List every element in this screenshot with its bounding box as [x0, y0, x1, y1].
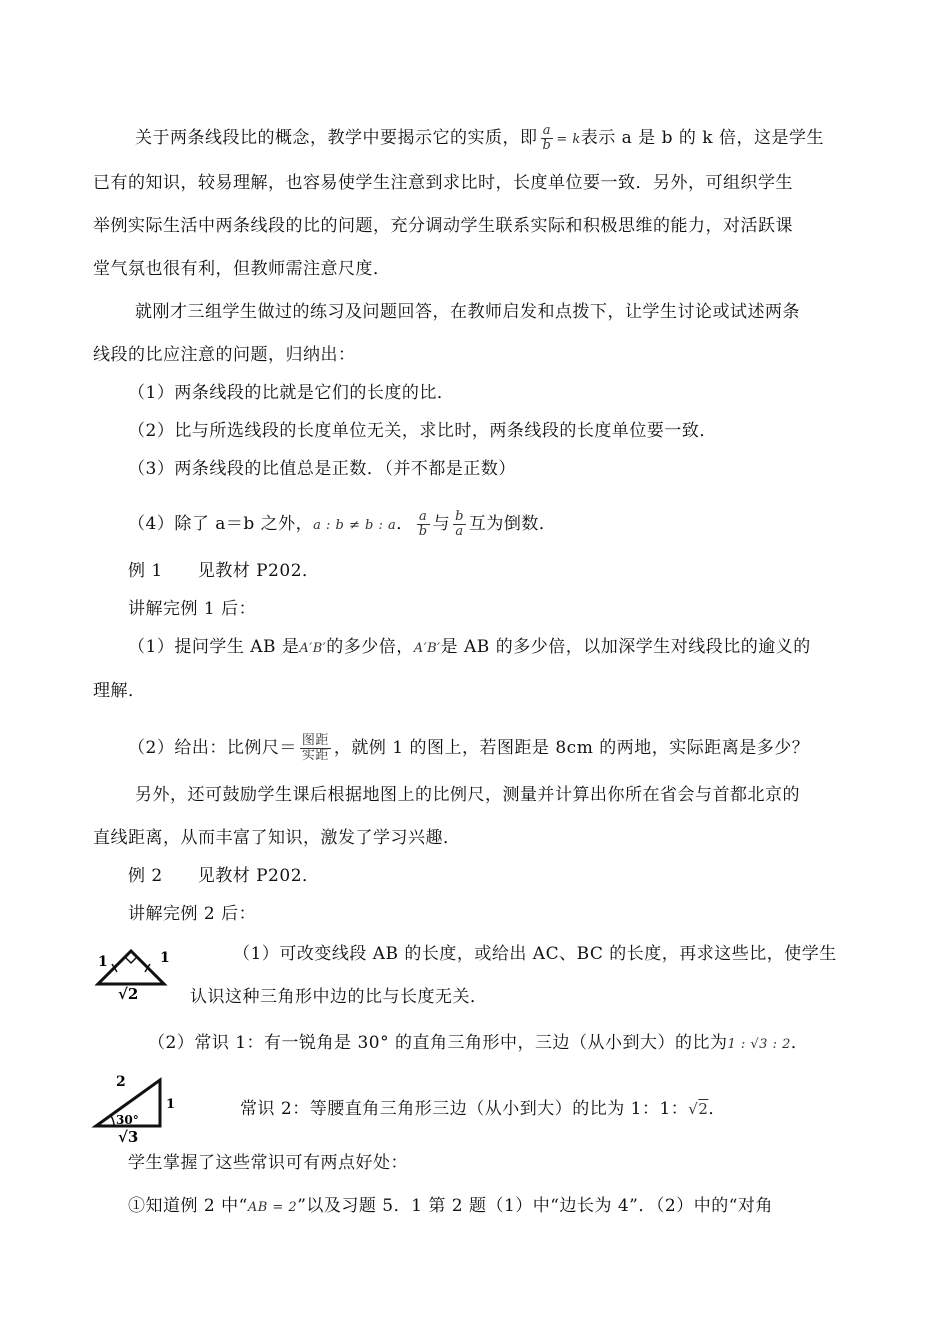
example-1-q1-end: 理解． — [93, 681, 146, 701]
fraction-a-over-b-2: $\frac{a}{b}$ — [418, 509, 428, 539]
segment-a-prime-b-prime-2: A′B′ — [413, 641, 441, 656]
example-2-r1-line1: （1）可改变线段 AB 的长度，或给出 AC、BC 的长度，再求这些比，使学生 — [233, 944, 837, 964]
example-1-title: 例 1 见教材 P202． — [128, 561, 320, 581]
example-2-r4: 学生掌握了这些常识可有两点好处： — [128, 1153, 408, 1173]
scale-fraction: $\frac{\text{图距}}{\text{实距}}$ — [301, 733, 329, 763]
fraction-a-over-b: $\frac{a}{b}$ — [542, 123, 552, 153]
fig2-base-label: √3 — [118, 1128, 139, 1144]
segment-a-prime-b-prime: A′B′ — [299, 641, 327, 656]
p1-line3: 举例实际生活中两条线段的比的问题，充分调动学生联系实际和积极思维的能力，对活跃课 — [93, 216, 793, 236]
example-2-title: 例 2 见教材 P202． — [128, 866, 320, 886]
isosceles-right-triangle-figure — [88, 942, 176, 1000]
example-1-after: 讲解完例 1 后： — [128, 599, 257, 619]
fig2-angle-label: 30° — [116, 1113, 139, 1127]
p1-line4: 堂气氛也很有利，但教师需注意尺度． — [93, 259, 391, 279]
fig1-right-label: 1 — [160, 950, 170, 966]
ratio-1-sqrt3-2: 1 : √3 : 2 — [727, 1037, 791, 1052]
example-2-r3: 常识 2：等腰直角三角形三边（从小到大）的比为 1：1：√2． — [240, 1099, 726, 1119]
example-2-after: 讲解完例 2 后： — [128, 904, 257, 924]
ab-equals-2: AB = 2 — [247, 1200, 298, 1215]
fraction-b-over-a: $\frac{b}{a}$ — [455, 509, 464, 539]
equals-k: = k — [556, 132, 581, 147]
p2-line1: 就刚才三组学生做过的练习及问题回答，在教师启发和点拨下，让学生讨论或试述两条 — [135, 302, 800, 322]
p1-text-b: 表示 a 是 b 的 k 倍，这是学生 — [580, 128, 824, 148]
example-2-r2: （2）常识 1：有一锐角是 30° 的直角三角形中，三边（从小到大）的比为1 : √3 : 2． — [148, 1033, 809, 1053]
p2-line2: 线段的比应注意的问题，归纳出： — [93, 345, 356, 365]
p1-line2: 已有的知识，较易理解，也容易使学生注意到求比时，长度单位要一致．另外，可组织学生 — [93, 173, 793, 193]
triangle-outline — [98, 951, 164, 984]
example-1-q1: （1）提问学生 AB 是A′B′的多少倍，A′B′是 AB 的多少倍，以加深学生对线段比的逾义的 — [128, 637, 811, 657]
fig1-left-label: 1 — [98, 954, 108, 970]
example-1-q2: （2）给出：比例尺＝ $\frac{\text{图距}}{\text{实距}}$ ，就例 1 的图上，若图距是 8cm 的两地，实际距离是多少？ — [128, 733, 810, 763]
p1-line1 — [135, 124, 824, 153]
thirty-degree-right-triangle-figure — [88, 1072, 188, 1144]
fig1-base-label: √2 — [118, 985, 139, 1000]
list-item-1: （1）两条线段的比就是它们的长度的比． — [128, 383, 455, 403]
list-item-2: （2）比与所选线段的长度单位无关，求比时，两条线段的长度单位要一致． — [128, 421, 717, 441]
example-2-r5: ①知道例 2 中“AB = 2”以及习题 5．1 第 2 题（1）中“边长为 4”．（2）中的“对角 — [128, 1196, 773, 1216]
p1-text-a: 关于两条线段比的概念，教学中要揭示它的实质，即 — [135, 128, 538, 148]
sqrt-2: √2 — [688, 1100, 709, 1118]
list-item-3: （3）两条线段的比值总是正数．（并不都是正数） — [128, 459, 516, 479]
right-angle-mark — [125, 957, 137, 963]
ratio-inequality: a : b ≠ b : a — [313, 518, 397, 533]
example-2-r1-line2: 认识这种三角形中边的比与长度无关． — [190, 987, 488, 1007]
list-item-4: （4）除了 a＝b 之外，a : b ≠ b : a． $\frac{a}{b}$ 与 $\frac{b}{a}$ 互为倒数． — [128, 509, 557, 539]
fig2-side-label: 1 — [166, 1097, 176, 1112]
p3-line2: 直线距离，从而丰富了知识，激发了学习兴趣． — [93, 828, 461, 848]
p3-line1: 另外，还可鼓励学生课后根据地图上的比例尺，测量并计算出你所在省会与首都北京的 — [135, 785, 800, 805]
fig2-hyp-label: 2 — [116, 1074, 126, 1090]
